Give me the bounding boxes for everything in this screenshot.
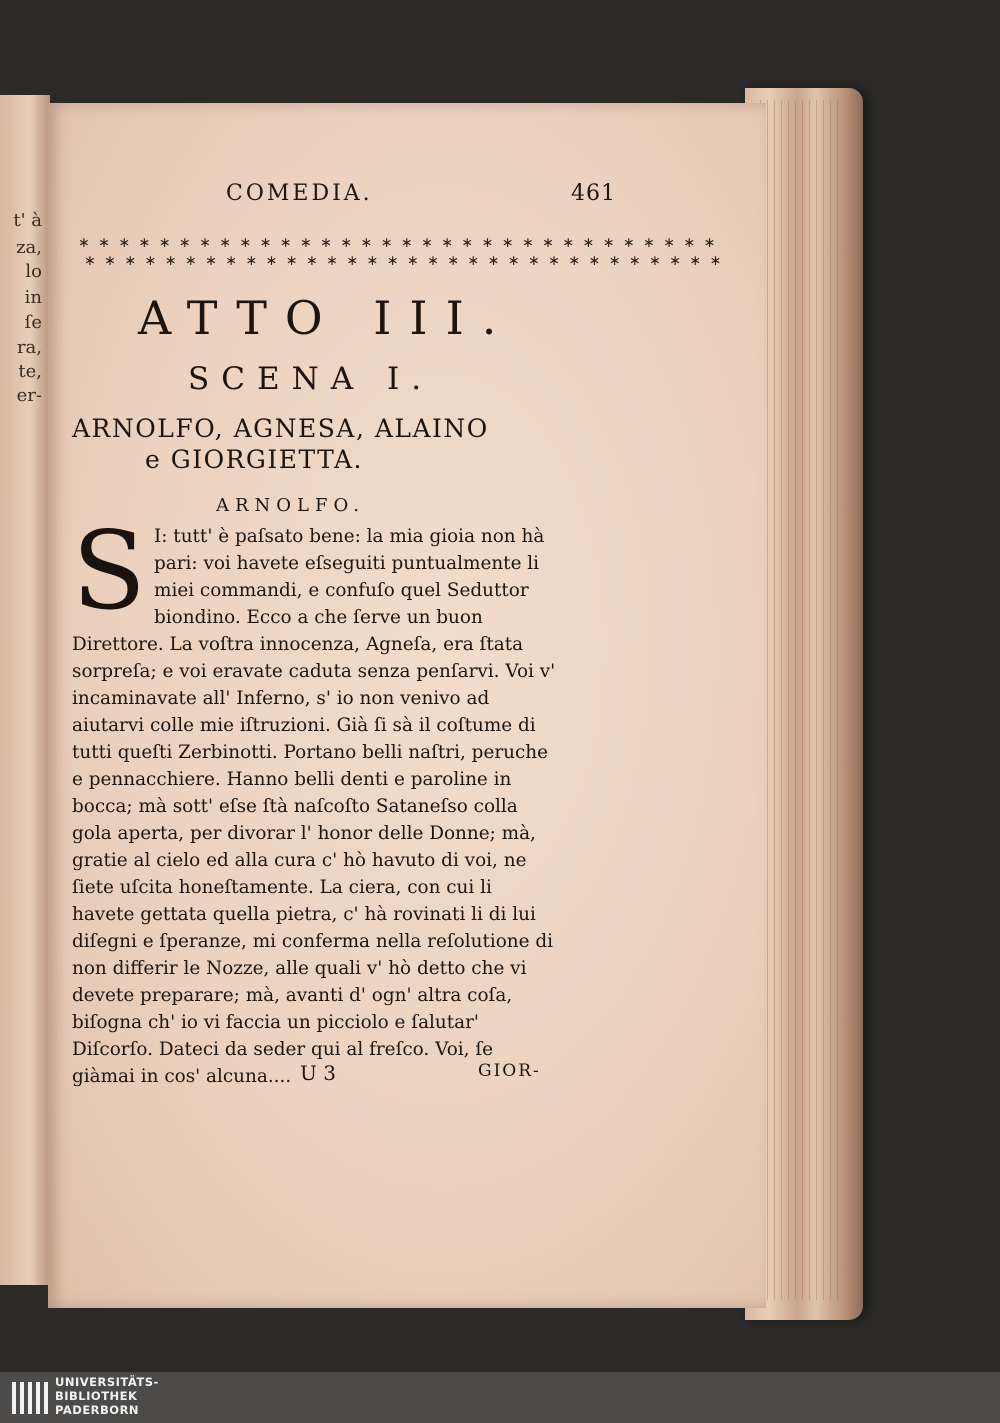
left-fragment: ſe	[24, 312, 42, 333]
library-logo-icon	[10, 1378, 50, 1418]
speech-paragraph: I: tutt' è paſsato bene: la mia gioia non hà pari: voi havete eſseguiti puntualmente li miei commandi, e confuſo quel Seduttor biondino. Ecco a che ſerve un buon Direttore. La voſtra innocenza, Agneſa, era ſtata sorpreſa; e voi eravate caduta senza penſarvi. Voi v' incaminavate all' Inferno, s' io non venivo ad aiutarvi colle mie iſtruzioni. Già ſi sà il coſtume di tutti queſti Zerbinotti. Portano belli naſtri, peruche e pennacchiere. Hanno belli denti e paroline in bocca; mà sott' eſse ſtà naſcoſto Sataneſso colla gola aperta, per divorar l' honor delle Donne; mà, gratie al cielo ed alla cura c' hò havuto di voi, ne ſiete uſcita honeſtamente. La ciera, con cui li havete gettata quella pietra, c' hà rovinati li di lui diſegni e ſperanze, mi conferma nella reſolutione di non differir le Nozze, alle quali v' hò detto che vi devete preparare; mà, avanti d' ogn' altra coſa, biſogna ch' io vi faccia un picciolo e ſalutar' Diſcorſo. Dateci da seder qui al freſco. Voi, ſe giàmai in cos' alcuna....	[72, 526, 556, 1087]
left-fragment: in	[24, 287, 42, 308]
page-header	[226, 181, 616, 206]
left-fragment: te,	[18, 361, 42, 382]
left-fragment: ra,	[16, 337, 42, 358]
library-name-line: PADERBORN	[55, 1403, 140, 1417]
characters-list	[72, 413, 582, 475]
library-name-line: UNIVERSITÄTS-	[55, 1375, 159, 1389]
page-edges	[760, 100, 840, 1300]
catchword: GIOR-	[478, 1061, 541, 1081]
scene-heading: SCENA I.	[188, 361, 434, 397]
signature-mark: U 3	[300, 1061, 336, 1085]
left-fragment: t' à	[13, 210, 42, 231]
left-fragment: za,	[16, 237, 42, 258]
left-page	[0, 95, 50, 1285]
library-name	[55, 1375, 159, 1417]
speaker-name: ARNOLFO.	[216, 495, 365, 516]
ornament-row: ∗ ∗ ∗ ∗ ∗ ∗ ∗ ∗ ∗ ∗ ∗ ∗ ∗ ∗ ∗ ∗ ∗ ∗ ∗ ∗ ∗ ∗ ∗ ∗ ∗ ∗ ∗ ∗ ∗ ∗ ∗ ∗	[78, 235, 718, 251]
characters-line: e GIORGIETTA.	[145, 445, 363, 474]
left-fragment: lo	[25, 261, 42, 282]
left-fragment: er-	[16, 385, 42, 406]
library-name-line: BIBLIOTHEK	[55, 1389, 138, 1403]
drop-cap: S	[72, 509, 146, 634]
speech-text	[72, 509, 560, 1090]
library-footer	[0, 1372, 1000, 1423]
characters-line: ARNOLFO, AGNESA, ALAINO	[72, 414, 489, 443]
page-number: 461	[571, 181, 616, 206]
ornament-row: ∗ ∗ ∗ ∗ ∗ ∗ ∗ ∗ ∗ ∗ ∗ ∗ ∗ ∗ ∗ ∗ ∗ ∗ ∗ ∗ ∗ ∗ ∗ ∗ ∗ ∗ ∗ ∗ ∗ ∗ ∗ ∗	[84, 253, 724, 269]
act-heading: ATTO III.	[138, 291, 515, 345]
running-head: COMEDIA.	[226, 181, 373, 206]
book-page	[48, 103, 766, 1308]
